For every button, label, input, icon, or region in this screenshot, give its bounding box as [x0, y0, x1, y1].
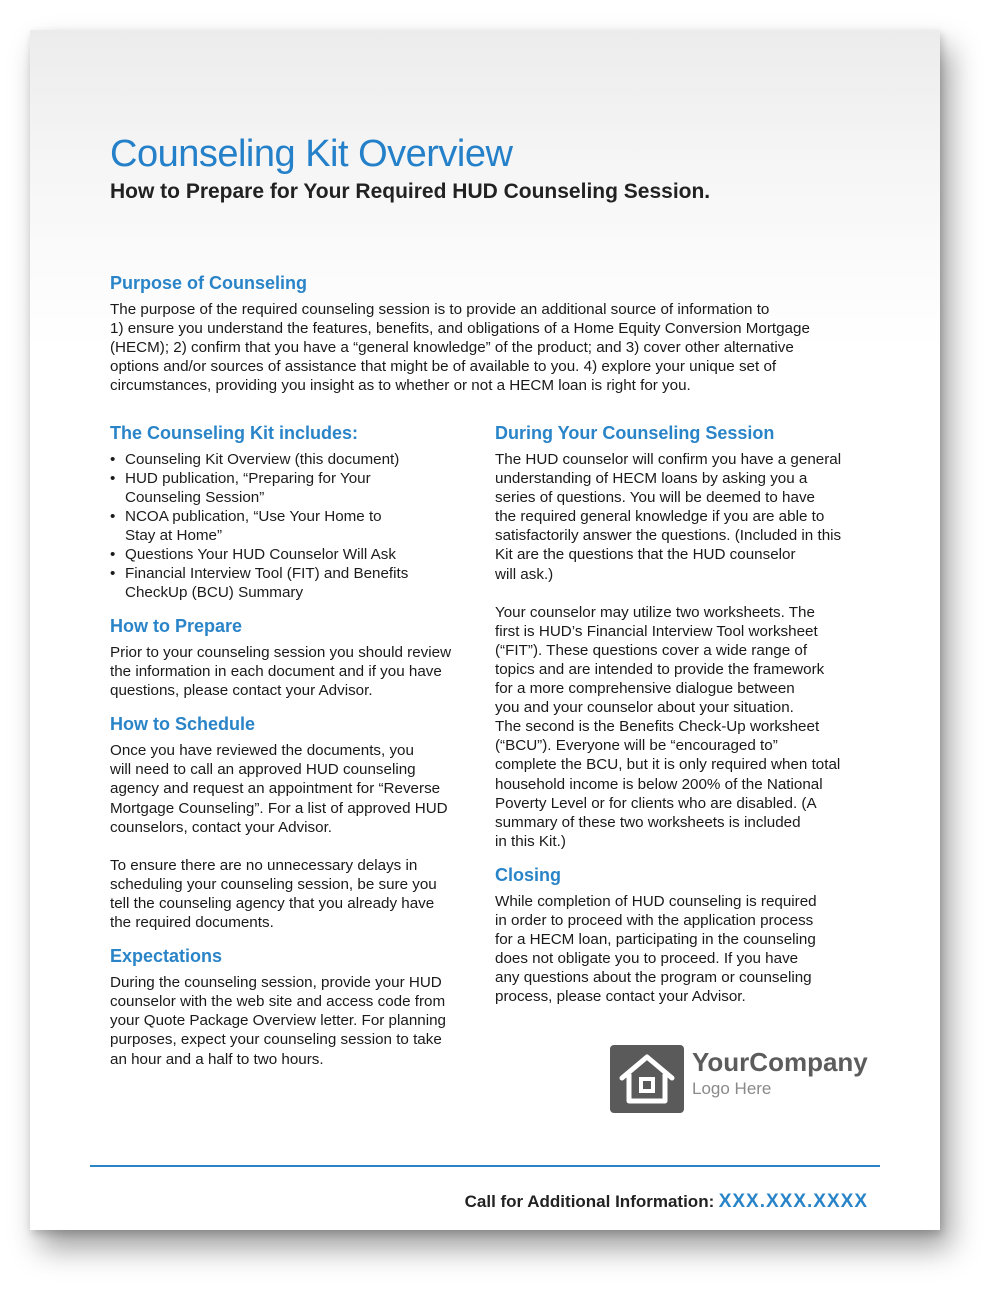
- text-line: complete the BCU, but it is only required when total: [495, 756, 841, 774]
- list-item: [110, 545, 475, 564]
- text-line: in order to proceed with the application process: [495, 911, 814, 929]
- text-line: the information in each document and if you have: [110, 663, 442, 681]
- text-line: you and your counselor about your situation.: [495, 699, 794, 717]
- text-line: will ask.): [495, 565, 554, 583]
- list-item: [110, 507, 475, 545]
- text-line: (“BCU”). Everyone will be “encouraged to”: [495, 737, 778, 755]
- text-line: an hour and a half to two hours.: [110, 1050, 324, 1068]
- prepare-text: [110, 643, 475, 700]
- text-line: Poverty Level or for clients who are disabled. (A: [495, 794, 817, 812]
- document-page: [30, 30, 940, 1230]
- text-line: will need to call an approved HUD counseling: [110, 761, 416, 779]
- expectations-section: [110, 946, 475, 1068]
- list-item-line: Financial Interview Tool (FIT) and Benefits: [125, 565, 409, 582]
- bullet-icon: •: [110, 451, 116, 468]
- text-line: in this Kit.): [495, 832, 566, 850]
- list-item-line: Stay at Home”: [125, 527, 223, 544]
- during-heading: During Your Counseling Session: [495, 423, 775, 443]
- page-title: Counseling Kit Overview: [110, 133, 513, 175]
- text-line: does not obligate you to proceed. If you have: [495, 950, 799, 968]
- prepare-section: [110, 616, 475, 700]
- text-line: tell the counseling agency that you already have: [110, 894, 435, 912]
- text-line: any questions about the program or counseling: [495, 969, 812, 987]
- text-line: circumstances, providing you insight as to whether or not a HECM loan is right for you.: [110, 377, 691, 395]
- bullet-icon: •: [110, 565, 116, 582]
- text-line: (“FIT”). These questions cover a wide range of: [495, 641, 808, 659]
- text-line: Once you have reviewed the documents, you: [110, 742, 414, 760]
- text-line: Kit are the questions that the HUD counselor: [495, 546, 796, 564]
- right-column: [495, 423, 870, 1006]
- list-item-line: HUD publication, “Preparing for Your: [125, 470, 371, 487]
- footer-divider: [90, 1165, 880, 1167]
- kit-list: [110, 450, 475, 602]
- text-line: for a more comprehensive dialogue between: [495, 680, 795, 698]
- text-line: agency and request an appointment for “Reverse: [110, 780, 441, 798]
- text-line: options and/or sources of assistance that might be of available to you. 4) explore your unique set of: [110, 358, 777, 376]
- logo-company-name: YourCompany: [692, 1047, 868, 1077]
- text-line: process, please contact your Advisor.: [495, 988, 746, 1006]
- logo-tagline: Logo Here: [692, 1079, 772, 1098]
- text-line: counselors, contact your Advisor.: [110, 818, 333, 836]
- text-line: The second is the Benefits Check-Up worksheet: [495, 718, 820, 736]
- list-item-line: Counseling Kit Overview (this document): [125, 451, 400, 468]
- expectations-heading: Expectations: [110, 946, 223, 967]
- text-line: Prior to your counseling session you should review: [110, 644, 452, 661]
- text-line: for a HECM loan, participating in the counseling: [495, 931, 816, 949]
- text-line: 1) ensure you understand the features, benefits, and obligations of a Home Equity Conversion Mortgage: [110, 320, 810, 338]
- during-section: [495, 423, 870, 851]
- text-line: topics and are intended to provide the framework: [495, 660, 825, 678]
- text-line: the required documents.: [110, 914, 274, 932]
- text-line: scheduling your counseling session, be sure you: [110, 875, 437, 893]
- prepare-heading: How to Prepare: [110, 616, 243, 636]
- text-line: While completion of HUD counseling is required: [495, 892, 817, 910]
- text-line: During the counseling session, provide your HUD: [110, 974, 442, 992]
- list-item: [110, 469, 475, 507]
- expectations-text: [110, 973, 475, 1068]
- closing-section: [495, 865, 870, 1007]
- schedule-text-2: [110, 856, 475, 932]
- text-line: To ensure there are no unnecessary delays in: [110, 856, 418, 874]
- footer-contact: [465, 1191, 868, 1213]
- schedule-heading: How to Schedule: [110, 714, 256, 735]
- bullet-icon: •: [110, 546, 116, 563]
- purpose-text: [110, 300, 870, 395]
- schedule-section: [110, 714, 475, 932]
- kit-section: [110, 423, 475, 602]
- list-item: [110, 564, 475, 602]
- list-item-line: Questions Your HUD Counselor Will Ask: [125, 546, 396, 563]
- text-line: understanding of HECM loans by asking you a: [495, 470, 808, 488]
- text-line: the required general knowledge if you are able to: [495, 508, 825, 526]
- purpose-heading: Purpose of Counseling: [110, 273, 308, 293]
- list-item-line: Counseling Session”: [125, 489, 265, 506]
- list-item-line: NCOA publication, “Use Your Home to: [125, 508, 382, 525]
- text-line: The purpose of the required counseling session is to provide an additional source of information to: [110, 301, 770, 318]
- text-line: The HUD counselor will confirm you have a general: [495, 451, 842, 468]
- text-line: questions, please contact your Advisor.: [110, 682, 373, 700]
- text-line: series of questions. You will be deemed to have: [495, 489, 815, 507]
- text-line: summary of these two worksheets is included: [495, 813, 801, 831]
- during-text-2: [495, 603, 870, 851]
- list-item: [110, 450, 475, 469]
- footer-phone: XXX.XXX.XXXX: [718, 1191, 868, 1212]
- schedule-text-1: [110, 741, 475, 836]
- purpose-section: [110, 273, 870, 395]
- during-text-1: [495, 450, 870, 584]
- list-item-line: CheckUp (BCU) Summary: [125, 584, 304, 601]
- closing-text: [495, 892, 870, 1007]
- house-icon: [610, 1045, 684, 1113]
- closing-heading: Closing: [495, 864, 561, 885]
- text-line: (HECM); 2) confirm that you have a “general knowledge” of the product; and 3) cover other alternative: [110, 339, 794, 357]
- text-line: Mortgage Counseling”. For a list of approved HUD: [110, 799, 448, 817]
- bullet-icon: •: [110, 508, 116, 525]
- kit-heading: The Counseling Kit includes:: [110, 423, 359, 443]
- text-line: first is HUD’s Financial Interview Tool worksheet: [495, 622, 818, 640]
- text-line: purposes, expect your counseling session to take: [110, 1031, 442, 1049]
- text-line: Your counselor may utilize two worksheets. The: [495, 603, 815, 621]
- text-line: satisfactorily answer the questions. (Included in this: [495, 527, 842, 545]
- page-subtitle: How to Prepare for Your Required HUD Counseling Session.: [110, 180, 711, 203]
- text-line: household income is below 200% of the National: [495, 775, 823, 793]
- bullet-icon: •: [110, 470, 116, 487]
- company-logo: [610, 1045, 870, 1113]
- text-line: counselor with the web site and access code from: [110, 993, 446, 1011]
- footer-label: Call for Additional Information:: [464, 1192, 715, 1211]
- left-column: [110, 423, 475, 1069]
- text-line: your Quote Package Overview letter. For planning: [110, 1012, 446, 1030]
